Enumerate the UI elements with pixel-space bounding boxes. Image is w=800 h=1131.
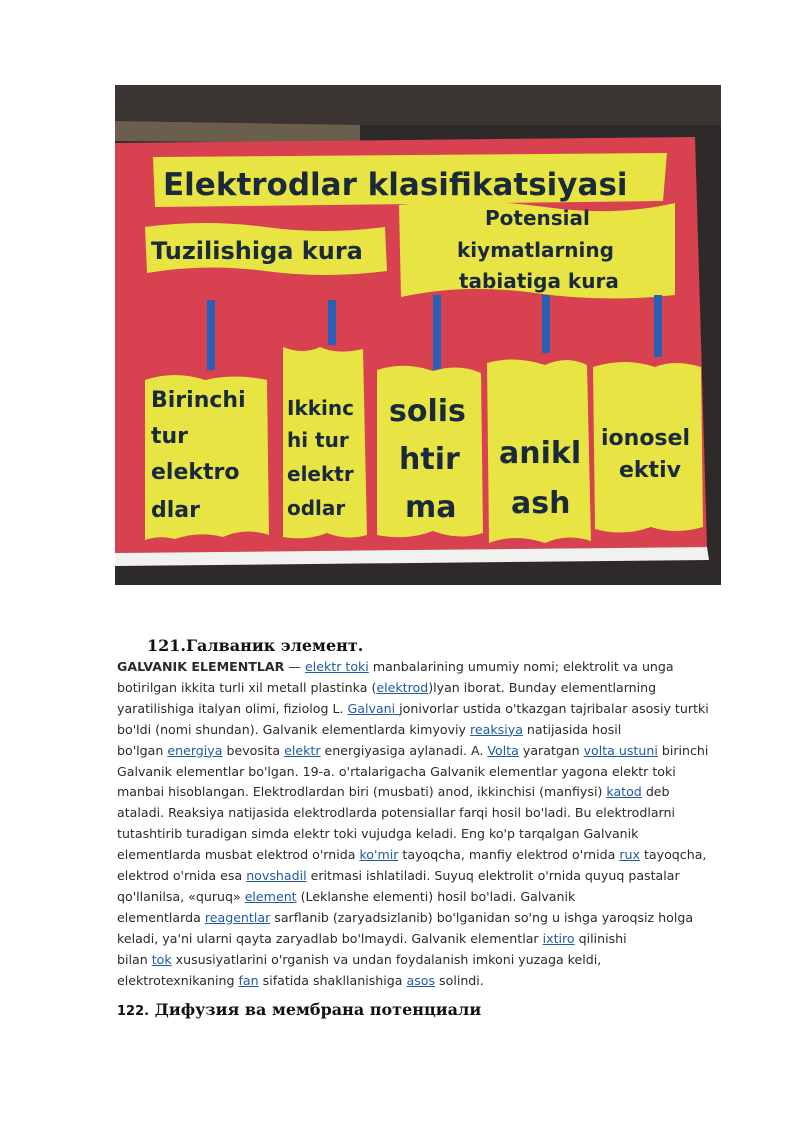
inline-link[interactable]: reaksiya	[470, 721, 523, 737]
card-3-line-3: ma	[405, 490, 457, 525]
inline-link[interactable]: elektrod	[376, 679, 429, 695]
inline-link[interactable]: asos	[406, 972, 436, 988]
left-header: Tuzilishiga kura	[151, 237, 363, 265]
slide-title: Elektrodlar klasifikatsiyasi	[163, 167, 628, 203]
paragraph-text: bevosita	[222, 742, 285, 758]
paragraph-text: qo'llanilsa, «quruq»	[117, 888, 245, 904]
lead-term: GALVANIK ELEMENTLAR	[117, 659, 285, 674]
paragraph-text: sarflanib (zaryadsizlanib) bo'lganidan so'ng u ishga yaroqsiz holga	[270, 909, 694, 925]
section-number-122: 122.	[117, 1004, 150, 1019]
paragraph-text: (Leklanshe elementi) hosil bo'ladi. Galvanik	[296, 888, 576, 904]
card-5-line-1: ionosel	[601, 426, 690, 451]
right-header-line-1: Potensial	[485, 206, 590, 230]
card-1-line-3: elektro	[151, 460, 240, 485]
paragraph-text: elementlarda musbat elektrod o'rnida	[117, 847, 360, 863]
inline-link[interactable]: Volta	[487, 742, 519, 758]
paragraph-text: tayoqcha, manfiy elektrod o'rnida	[398, 847, 620, 863]
inline-link[interactable]: elektr	[284, 742, 321, 758]
inline-link[interactable]: reagentlar	[204, 909, 271, 925]
paragraph-text: bilan	[117, 951, 152, 967]
paragraph-text: sifatida shakllanishiga	[258, 972, 407, 988]
paragraph-text: ataladi. Reaksiya natijasida elektrodlarda potensiallar farqi hosil bo'ladi. Bu elektrodlarni	[117, 805, 675, 821]
inline-link[interactable]: ko'mir	[359, 847, 399, 863]
card-4-line-2: ash	[511, 486, 571, 521]
paragraph-text: Galvanik elementlar bo'lgan. 19-a. o'rtalarigacha Galvanik elementlar yagona elektr toki	[117, 763, 676, 779]
paragraph-line	[117, 887, 733, 908]
paragraph-text: solindi.	[435, 972, 484, 988]
paragraph-line	[117, 678, 733, 699]
paragraph-line	[117, 950, 733, 971]
inline-link[interactable]: Galvani	[347, 700, 400, 716]
inline-link[interactable]: volta ustuni	[583, 742, 658, 758]
paragraph-line	[117, 699, 733, 720]
paragraph-text: )lyan iborat. Bunday elementlarning	[428, 679, 657, 695]
paragraph-text: —	[284, 659, 305, 674]
slide-image	[115, 85, 721, 585]
paragraph-text: deb	[641, 784, 670, 800]
paragraph-line	[117, 971, 733, 992]
paragraph-text: natijasida hosil	[522, 721, 622, 737]
arrow-1	[207, 300, 215, 370]
paragraph-line	[117, 720, 733, 741]
paragraph-text: elementlarda	[117, 909, 205, 925]
paragraph-line	[117, 803, 733, 824]
paragraph-text: keladi, ya'ni ularni qayta zaryadlab bo'lmaydi. Galvanik elementlar	[117, 930, 543, 946]
paragraph-line	[117, 929, 733, 950]
card-3-line-1: solis	[389, 394, 466, 429]
paragraph-text: manbalarining umumiy nomi; elektrolit va unga	[368, 659, 674, 674]
paragraph-line	[117, 741, 733, 762]
paragraph-text: xususiyatlarini o'rganish va undan foydalanish imkoni yuzaga keldi,	[171, 951, 602, 967]
paragraph-text: yaratilishiga italyan olimi, fiziolog L.	[117, 700, 348, 716]
paragraph-line	[117, 782, 733, 803]
section-heading-121: 121.Галваник элемент.	[147, 636, 364, 655]
inline-link[interactable]: novshadil	[246, 868, 307, 884]
paragraph-line	[117, 908, 733, 929]
arrow-4	[542, 295, 550, 353]
inline-link[interactable]: rux	[619, 847, 640, 863]
paragraph-line	[117, 657, 733, 678]
paragraph-text: birinchi	[657, 742, 709, 758]
card-4-line-1: anikl	[499, 436, 582, 471]
section-title-122: Дифузия ва мембрана потенциали	[149, 1000, 482, 1019]
paragraph-text: manbai hisoblangan. Elektrodlardan biri (musbati) anod, ikkinchisi (manfiysi)	[117, 784, 607, 800]
card-2-line-4: odlar	[287, 496, 346, 520]
paragraph-text: elektrotexnikaning	[117, 972, 239, 988]
paragraph-text: elektrod o'rnida esa	[117, 868, 247, 884]
card-1-line-1: Birinchi	[151, 388, 246, 413]
paragraph-line	[117, 866, 733, 887]
paragraph-text: botirilgan ikkita turli xil metall plastinka (	[117, 679, 377, 695]
inline-link[interactable]: element	[244, 888, 297, 904]
right-header-line-3: tabiatiga kura	[459, 269, 619, 293]
galvanic-paragraph	[117, 657, 733, 992]
card-5-line-2: ektiv	[619, 458, 681, 483]
paragraph-line	[117, 762, 733, 783]
inline-link[interactable]: ixtiro	[542, 930, 575, 946]
arrow-3	[433, 295, 441, 370]
inline-link[interactable]: katod	[606, 784, 642, 800]
inline-link[interactable]: fan	[238, 972, 259, 988]
arrow-5	[654, 295, 662, 357]
inline-link[interactable]: energiya	[167, 742, 223, 758]
paragraph-line	[117, 845, 733, 866]
paragraph-text: tayoqcha,	[639, 847, 707, 863]
slide-photo	[115, 85, 721, 585]
paragraph-text: tutashtirib turadigan simda elektr toki vujudga keladi. Eng ko'p tarqalgan Galvanik	[117, 826, 639, 842]
card-3-line-2: htir	[399, 442, 460, 477]
paragraph-text: energiyasiga aylanadi. A.	[320, 742, 488, 758]
inline-link[interactable]: tok	[151, 951, 172, 967]
paragraph-line	[117, 824, 733, 845]
paragraph-text: eritmasi ishlatiladi. Suyuq elektrolit o'rnida quyuq pastalar	[306, 868, 680, 884]
paragraph-text: bo'lgan	[117, 742, 168, 758]
card-2-line-1: Ikkinc	[287, 396, 354, 420]
paragraph-text: jonivorlar ustida o'tkazgan tajribalar asosiy turtki	[399, 700, 709, 716]
arrow-2	[328, 300, 336, 345]
paragraph-text: bo'ldi (nomi shundan). Galvanik elementlarda kimyoviy	[117, 721, 471, 737]
paragraph-text: yaratgan	[518, 742, 584, 758]
inline-link[interactable]: elektr toki	[304, 659, 369, 674]
card-2-line-3: elektr	[287, 462, 354, 486]
section-heading-122	[117, 1000, 481, 1019]
card-1-line-2: tur	[151, 424, 189, 449]
paragraph-text: qilinishi	[574, 930, 627, 946]
card-1-line-4: dlar	[151, 498, 200, 523]
card-2-line-2: hi tur	[287, 428, 349, 452]
right-header-line-2: kiymatlarning	[457, 238, 614, 262]
